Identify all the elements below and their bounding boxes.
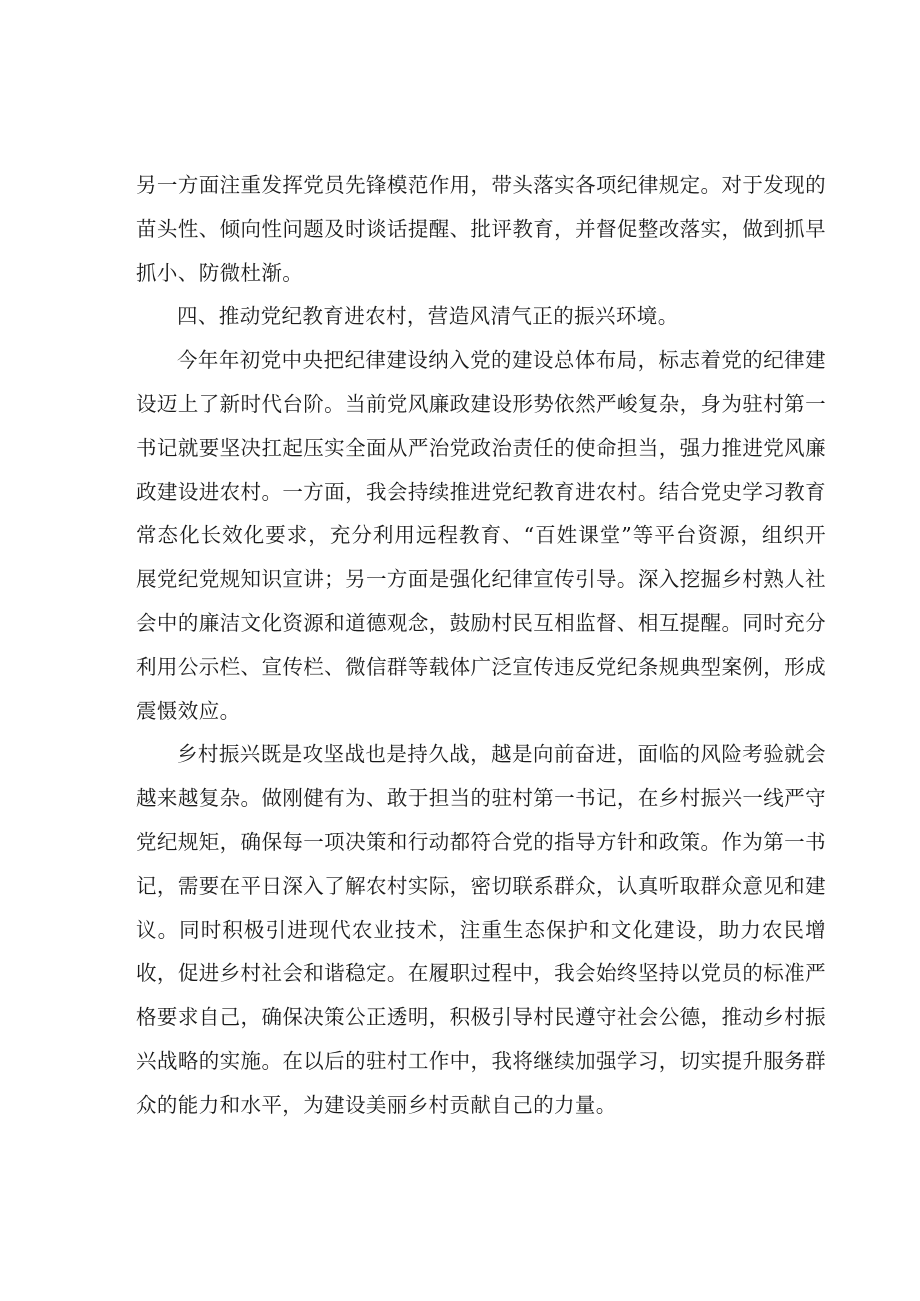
paragraph-discipline-education: 今年年初党中央把纪律建设纳入党的建设总体布局，标志着党的纪律建设迈上了新时代台阶。当前党风廉政建设形势依然严峻复杂，身为驻村第一书记就要坚决扛起压实全面从严治党政治责任的使命担当，强力推进党风廉政建设进农村。一方面，我会持续推进党纪教育进农村。结合党史学习教育常态化长效化要求，充分利用远程教育、“百姓课堂”等平台资源，组织开展党纪党规知识宣讲；另一方面是强化纪律宣传引导。深入挖掘乡村熟人社会中的廉洁文化资源和道德观念，鼓励村民互相监督、相互提醒。同时充分利用公示栏、宣传栏、微信群等载体广泛宣传违反党纪条规典型案例，形成震慑效应。 [136,348,826,723]
paragraph-rural-revitalization: 乡村振兴既是攻坚战也是持久战，越是向前奋进，面临的风险考验就会越来越复杂。做刚健有为、敢于担当的驻村第一书记，在乡村振兴一线严守党纪规矩，确保每一项决策和行动都符合党的指导方针和政策。作为第一书记，需要在平日深入了解农村实际，密切联系群众，认真听取群众意见和建议。同时积极引进现代农业技术，注重生态保护和文化建设，助力农民增收，促进乡村社会和谐稳定。在履职过程中，我会始终坚持以党员的标准严格要求自己，确保决策公正透明，积极引导村民遵守社会公德，推动乡村振兴战略的实施。在以后的驻村工作中，我将继续加强学习，切实提升服务群众的能力和水平，为建设美丽乡村贡献自己的力量。 [136,742,826,1117]
document-body [136,164,826,1128]
paragraph-continuation: 另一方面注重发挥党员先锋模范作用，带头落实各项纪律规定。对于发现的苗头性、倾向性问题及时谈话提醒、批评教育，并督促整改落实，做到抓早抓小、防微杜渐。 [136,173,826,285]
section-heading: 四、推动党纪教育进农村，营造风清气正的振兴环境。 [177,304,679,329]
